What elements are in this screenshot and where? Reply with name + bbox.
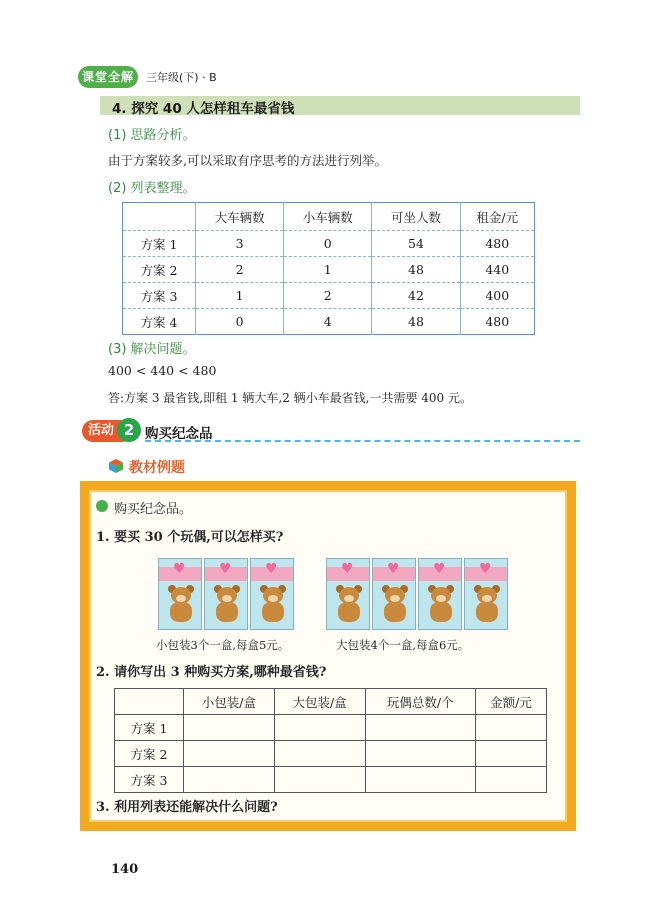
table-row (123, 257, 535, 283)
activity-label: 活动 (82, 420, 126, 442)
question-3: 3. 利用列表还能解决什么问题? (96, 800, 278, 815)
page-number: 140 (111, 862, 139, 877)
table-cell[interactable] (476, 741, 547, 767)
step-3-title: (3) 解决问题。 (108, 342, 196, 357)
table-cell[interactable] (365, 741, 476, 767)
table-header-cell: 大包装/盒 (274, 689, 365, 715)
heart-icon: ♥ (387, 561, 400, 577)
small-pack-image (158, 556, 298, 632)
table-row (115, 715, 547, 741)
teddy-bear-icon (426, 587, 456, 623)
table-cell: 1 (196, 283, 284, 309)
large-pack-caption: 大包装4个一盒,每盒6元。 (336, 638, 470, 652)
teddy-bear-icon (258, 587, 288, 623)
table-cell: 480 (485, 314, 510, 329)
table-cell: 2 (196, 257, 284, 283)
table-header-row (123, 203, 535, 231)
table-header-row (115, 689, 547, 715)
cube-icon (109, 459, 123, 473)
example-intro: 购买纪念品。 (114, 502, 193, 517)
table-cell: 方案 3 (123, 283, 196, 309)
activity-title: 购买纪念品 (145, 426, 213, 442)
table-header-cell (115, 689, 184, 715)
table-cell: 方案 1 (115, 715, 184, 741)
green-dot-icon (96, 500, 108, 512)
step-1-title: (1) 思路分析。 (108, 128, 196, 143)
purchase-plan-table (114, 688, 547, 793)
table-header-cell: 小车辆数 (284, 203, 372, 231)
table-cell[interactable] (365, 715, 476, 741)
section-4-title-bar (100, 96, 580, 115)
table-cell: 54 (372, 231, 460, 257)
table-cell: 48 (372, 309, 460, 335)
table-row (115, 767, 547, 793)
table-cell: 方案 1 (123, 231, 196, 257)
table-cell: 42 (372, 283, 460, 309)
table-cell: 440 (460, 257, 534, 283)
table-cell[interactable] (184, 715, 275, 741)
step-1-text: 由于方案较多,可以采取有序思考的方法进行列举。 (108, 153, 387, 168)
table-cell[interactable] (476, 767, 547, 793)
table-header-cell: 租金/元 (460, 203, 534, 231)
activity-number: 2 (117, 418, 141, 442)
table-header-cell: 大车辆数 (196, 203, 284, 231)
table-header-cell (123, 203, 196, 231)
table-cell: 400 (460, 283, 534, 309)
heart-icon: ♥ (219, 561, 232, 577)
section-4-title: 4. 探究 40 人怎样租车最省钱 (112, 101, 295, 117)
table-cell: 方案 3 (115, 767, 184, 793)
header-subtitle: 三年级(下) · B (146, 71, 217, 84)
table-cell: 1 (284, 257, 372, 283)
table-cell[interactable] (274, 767, 365, 793)
table-cell: 48 (372, 257, 460, 283)
textbook-example-label: 教材例题 (129, 460, 185, 476)
table-cell[interactable] (274, 741, 365, 767)
teddy-bear-icon (380, 587, 410, 623)
rental-plan-table (122, 202, 535, 335)
table-cell: 0 (196, 309, 284, 335)
heart-icon: ♥ (265, 561, 278, 577)
large-pack-image (326, 556, 510, 632)
question-1: 1. 要买 30 个玩偶,可以怎样买? (96, 530, 284, 545)
table-cell: 4 (284, 309, 372, 335)
series-logo: 课堂全解 (78, 66, 138, 88)
table-row (123, 231, 535, 257)
table-cell[interactable] (184, 767, 275, 793)
table-header-cell: 小包装/盒 (184, 689, 275, 715)
teddy-bear-icon (334, 587, 364, 623)
step-2-title: (2) 列表整理。 (108, 181, 196, 196)
answer-text: 答:方案 3 最省钱,即租 1 辆大车,2 辆小车最省钱,一共需要 400 元。 (108, 391, 472, 405)
table-header-cell: 玩偶总数/个 (365, 689, 476, 715)
table-cell[interactable] (184, 741, 275, 767)
comparison-text: 400 < 440 < 480 (108, 363, 217, 378)
table-row (123, 309, 535, 335)
table-cell: 方案 2 (123, 257, 196, 283)
teddy-bear-icon (212, 587, 242, 623)
activity-divider (145, 440, 580, 442)
table-cell: 方案 2 (115, 741, 184, 767)
table-cell[interactable] (365, 767, 476, 793)
question-2: 2. 请你写出 3 种购买方案,哪种最省钱? (96, 665, 327, 680)
heart-icon: ♥ (433, 561, 446, 577)
table-cell: 方案 4 (123, 309, 196, 335)
teddy-bear-icon (472, 587, 502, 623)
table-cell: 0 (284, 231, 372, 257)
table-header-cell: 可坐人数 (372, 203, 460, 231)
table-row (123, 283, 535, 309)
table-cell: 2 (284, 283, 372, 309)
table-row (115, 741, 547, 767)
heart-icon: ♥ (479, 561, 492, 577)
heart-icon: ♥ (341, 561, 354, 577)
table-cell[interactable] (476, 715, 547, 741)
table-header-cell: 金额/元 (476, 689, 547, 715)
table-cell: 480 (460, 231, 534, 257)
heart-icon: ♥ (173, 561, 186, 577)
table-cell[interactable] (274, 715, 365, 741)
teddy-bear-icon (166, 587, 196, 623)
table-cell: 3 (196, 231, 284, 257)
small-pack-caption: 小包装3个一盒,每盒5元。 (156, 638, 290, 652)
